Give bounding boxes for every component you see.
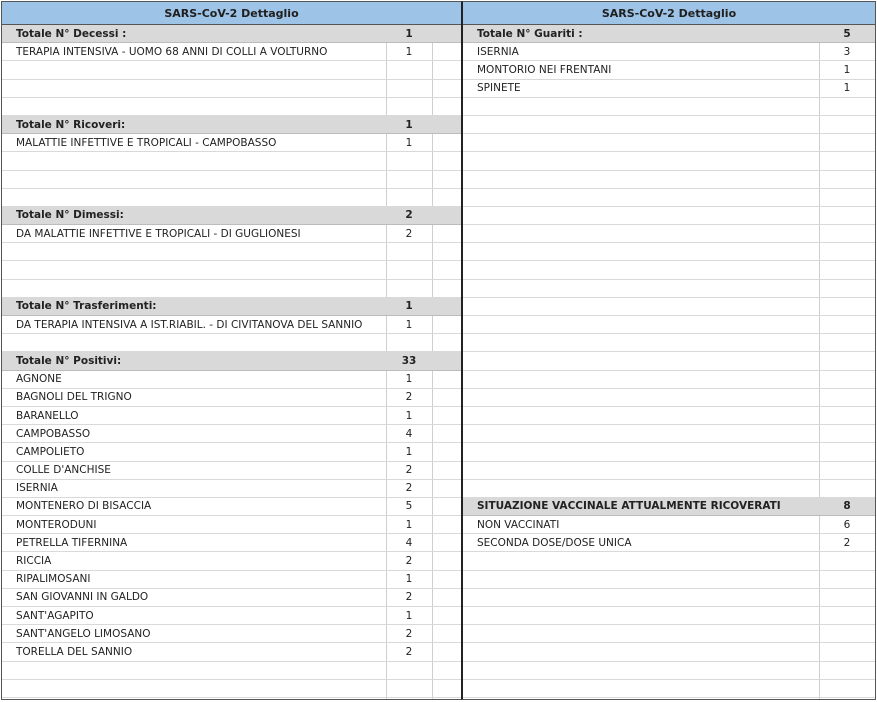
- row-value: 4: [405, 427, 413, 440]
- table-row: [2, 534, 461, 552]
- table-row: [463, 261, 875, 279]
- row-value: [820, 298, 874, 315]
- row-label: SANT'AGAPITO: [16, 609, 94, 622]
- table-row: [2, 516, 461, 534]
- left-table-title: SARS-CoV-2 Dettaglio: [2, 2, 461, 25]
- row-value: 1: [405, 518, 413, 531]
- row-value: [820, 443, 874, 460]
- section-header-row: [463, 498, 875, 516]
- row-value: [820, 280, 874, 297]
- right-table-rows: [463, 25, 875, 698]
- section-header-row: [2, 207, 461, 225]
- row-value: 1: [843, 82, 851, 95]
- table-row: [463, 425, 875, 443]
- row-value: 2: [405, 391, 413, 404]
- left-table-rows: [2, 25, 461, 698]
- row-value: [820, 371, 874, 388]
- table-row: [2, 389, 461, 407]
- table-row: [2, 80, 461, 98]
- row-label: TORELLA DEL SANNIO: [16, 645, 133, 658]
- row-value: 1: [405, 373, 413, 386]
- row-value: [386, 152, 432, 169]
- row-value: 1: [843, 63, 851, 76]
- table-row: [2, 243, 461, 261]
- table-row: [463, 225, 875, 243]
- row-value: [820, 662, 874, 679]
- row-label: DA TERAPIA INTENSIVA A IST.RIABIL. - DI CIVITANOVA DEL SANNIO: [16, 318, 363, 331]
- section-total-value: 5: [843, 27, 851, 40]
- row-label: DA MALATTIE INFETTIVE E TROPICALI - DI GUGLIONESI: [16, 227, 301, 240]
- row-value: [820, 571, 874, 588]
- row-label: AGNONE: [16, 373, 62, 386]
- table-row: [2, 643, 461, 661]
- row-label: MONTENERO DI BISACCIA: [16, 500, 152, 513]
- row-value: [820, 171, 874, 188]
- row-value: [386, 80, 432, 97]
- table-row: [463, 61, 875, 79]
- row-value: [820, 480, 874, 497]
- row-label: ISERNIA: [477, 45, 519, 58]
- section-header-label: Totale N° Trasferimenti:: [16, 300, 157, 313]
- table-row: [463, 625, 875, 643]
- table-row: [463, 480, 875, 498]
- section-header-row: [2, 116, 461, 134]
- table-row: [2, 371, 461, 389]
- row-value: [820, 589, 874, 606]
- row-value: [820, 98, 874, 115]
- table-row: [463, 552, 875, 570]
- row-value: [820, 407, 874, 424]
- table-row: [463, 43, 875, 61]
- row-label: SECONDA DOSE/DOSE UNICA: [477, 536, 632, 549]
- row-label: MONTORIO NEI FRENTANI: [477, 63, 612, 76]
- row-value: [820, 552, 874, 569]
- row-value: [820, 607, 874, 624]
- section-header-label: Totale N° Decessi :: [16, 27, 127, 40]
- table-row: [2, 462, 461, 480]
- section-total-value: 1: [405, 27, 413, 40]
- right-detail-table: [461, 1, 876, 700]
- table-row: [2, 189, 461, 207]
- row-value: [820, 207, 874, 224]
- row-value: 2: [405, 627, 413, 640]
- row-value: 1: [405, 318, 413, 331]
- table-row: [2, 280, 461, 298]
- row-label: COLLE D'ANCHISE: [16, 464, 111, 477]
- table-row: [463, 134, 875, 152]
- row-label: MONTERODUNI: [16, 518, 97, 531]
- row-value: [820, 316, 874, 333]
- table-row: [463, 98, 875, 116]
- row-value: [820, 389, 874, 406]
- table-row: [463, 534, 875, 552]
- row-value: [820, 189, 874, 206]
- row-value: [386, 280, 432, 297]
- row-label: ISERNIA: [16, 482, 58, 495]
- row-label: CAMPOBASSO: [16, 427, 91, 440]
- row-value: 2: [405, 482, 413, 495]
- row-value: [820, 462, 874, 479]
- table-row: [463, 316, 875, 334]
- row-value: [820, 243, 874, 260]
- row-label: CAMPOLIETO: [16, 445, 85, 458]
- table-row: [463, 189, 875, 207]
- table-row: [2, 171, 461, 189]
- table-row: [463, 389, 875, 407]
- row-value: [820, 134, 874, 151]
- table-row: [463, 516, 875, 534]
- table-row: [2, 261, 461, 279]
- table-row: [2, 625, 461, 643]
- row-value: 3: [843, 45, 851, 58]
- row-value: 2: [405, 555, 413, 568]
- row-value: 2: [405, 464, 413, 477]
- table-row: [463, 334, 875, 352]
- table-row: [2, 98, 461, 116]
- row-value: [820, 152, 874, 169]
- section-total-value: 33: [401, 354, 417, 367]
- section-header-row: [463, 25, 875, 43]
- table-row: [463, 171, 875, 189]
- table-row: [2, 134, 461, 152]
- row-value: 1: [405, 409, 413, 422]
- table-row: [463, 589, 875, 607]
- row-value: [386, 662, 432, 679]
- row-value: [820, 334, 874, 351]
- section-header-row: [2, 25, 461, 43]
- section-header-row: [2, 298, 461, 316]
- row-value: [820, 643, 874, 660]
- table-row: [463, 571, 875, 589]
- table-row: [463, 407, 875, 425]
- row-value: [820, 425, 874, 442]
- row-label: MALATTIE INFETTIVE E TROPICALI - CAMPOBASSO: [16, 136, 277, 149]
- row-value: 5: [405, 500, 413, 513]
- table-row: [463, 607, 875, 625]
- table-row: [2, 152, 461, 170]
- section-header-label: Totale N° Dimessi:: [16, 209, 124, 222]
- section-header-label: Totale N° Guariti :: [477, 27, 583, 40]
- table-row: [463, 643, 875, 661]
- section-header-row: [2, 352, 461, 370]
- table-row: [2, 43, 461, 61]
- table-row: [2, 589, 461, 607]
- table-row: [2, 407, 461, 425]
- section-header-label: SITUAZIONE VACCINALE ATTUALMENTE RICOVERATI: [477, 500, 781, 513]
- row-value: [820, 261, 874, 278]
- row-value: [386, 61, 432, 78]
- row-value: [386, 334, 432, 351]
- table-row: [2, 680, 461, 698]
- section-total-value: 2: [405, 209, 413, 222]
- table-row: [2, 334, 461, 352]
- table-row: [463, 462, 875, 480]
- section-header-label: Totale N° Positivi:: [16, 354, 122, 367]
- row-value: 6: [843, 518, 851, 531]
- row-label: BAGNOLI DEL TRIGNO: [16, 391, 132, 404]
- table-row: [2, 443, 461, 461]
- table-row: [2, 480, 461, 498]
- table-row: [2, 61, 461, 79]
- section-total-value: 1: [405, 300, 413, 313]
- row-value: 2: [405, 645, 413, 658]
- table-row: [463, 280, 875, 298]
- row-label: SAN GIOVANNI IN GALDO: [16, 591, 149, 604]
- row-value: [820, 625, 874, 642]
- row-value: 1: [405, 45, 413, 58]
- table-row: [2, 316, 461, 334]
- row-value: 2: [405, 591, 413, 604]
- table-row: [463, 207, 875, 225]
- table-row: [463, 443, 875, 461]
- row-value: [820, 352, 874, 369]
- table-row: [2, 498, 461, 516]
- row-label: NON VACCINATI: [477, 518, 560, 531]
- section-total-value: 8: [843, 500, 851, 513]
- table-row: [463, 298, 875, 316]
- table-row: [2, 552, 461, 570]
- table-row: [2, 571, 461, 589]
- row-label: PETRELLA TIFERNINA: [16, 536, 128, 549]
- left-detail-table: [1, 1, 461, 700]
- row-value: [820, 680, 874, 697]
- row-label: BARANELLO: [16, 409, 79, 422]
- section-header-label: Totale N° Ricoveri:: [16, 118, 126, 131]
- table-row: [463, 243, 875, 261]
- row-value: [386, 243, 432, 260]
- row-label: SPINETE: [477, 82, 521, 95]
- row-value: 1: [405, 573, 413, 586]
- table-row: [463, 116, 875, 134]
- row-value: [820, 225, 874, 242]
- right-table-title: SARS-CoV-2 Dettaglio: [463, 2, 875, 25]
- row-value: [386, 98, 432, 115]
- section-total-value: 1: [405, 118, 413, 131]
- row-value: 2: [405, 227, 413, 240]
- row-value: [386, 680, 432, 697]
- row-value: 1: [405, 136, 413, 149]
- table-row: [463, 352, 875, 370]
- table-row: [463, 680, 875, 698]
- table-row: [463, 152, 875, 170]
- row-value: 4: [405, 536, 413, 549]
- row-label: SANT'ANGELO LIMOSANO: [16, 627, 151, 640]
- table-row: [2, 662, 461, 680]
- row-value: [386, 261, 432, 278]
- row-value: 1: [405, 445, 413, 458]
- row-label: RICCIA: [16, 555, 52, 568]
- table-row: [463, 80, 875, 98]
- table-row: [463, 371, 875, 389]
- table-row: [2, 225, 461, 243]
- table-row: [2, 425, 461, 443]
- table-row: [463, 662, 875, 680]
- row-value: 1: [405, 609, 413, 622]
- row-value: [386, 189, 432, 206]
- row-value: [820, 116, 874, 133]
- row-label: RIPALIMOSANI: [16, 573, 91, 586]
- row-label: TERAPIA INTENSIVA - UOMO 68 ANNI DI COLLI A VOLTURNO: [16, 45, 328, 58]
- row-value: 2: [843, 536, 851, 549]
- row-value: [386, 171, 432, 188]
- table-row: [2, 607, 461, 625]
